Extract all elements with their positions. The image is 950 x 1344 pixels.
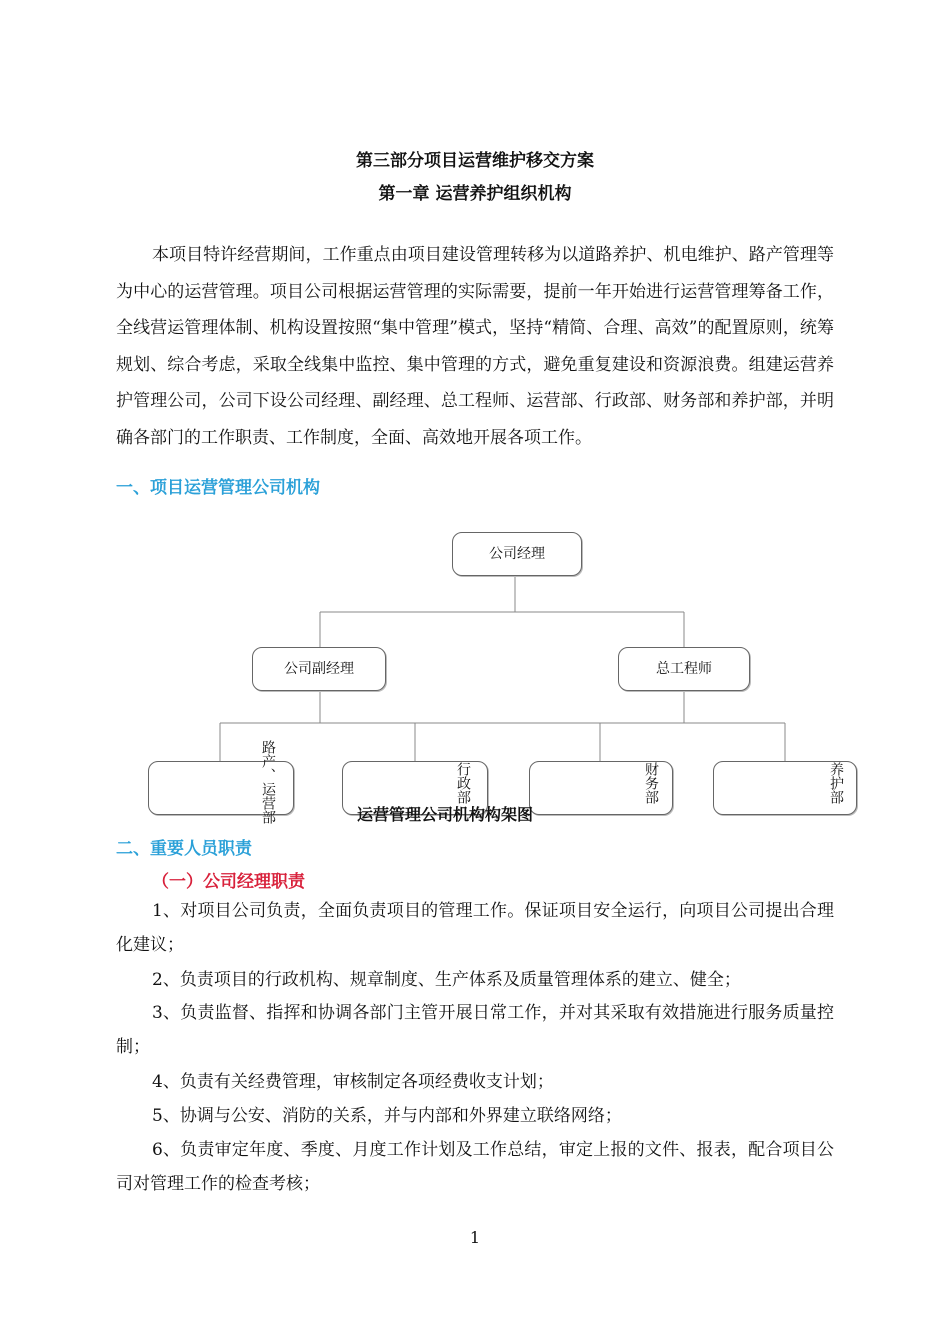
- page-number: 1: [469, 1228, 481, 1247]
- duty-item: 4、负责有关经费管理，审核制定各项经费收支计划；: [152, 1072, 554, 1092]
- org-chart-caption: 运营管理公司机构构架图: [357, 805, 534, 824]
- duty-item: 2、负责项目的行政机构、规章制度、生产体系及质量管理体系的建立、健全；: [152, 970, 741, 990]
- intro-paragraph: 本项目特许经营期间，工作重点由项目建设管理转移为以道路养护、机电维护、路产管理等为中心的运营管理。项目公司根据运营管理的实际需要，提前一年开始进行运营管理筹备工作，全线营运管理体制、机构设置按照“集中管理”模式，坚持“精简、合理、高效”的配置原则，统筹规划、综合考虑，采取全线集中监控、集中管理的方式，避免重复建设和资源浪费。组建运营养护管理公司，公司下设公司经理、副经理、总工程师、运营部、行政部、财务部和养护部，并明确各部门的工作职责、工作制度，全面、高效地开展各项工作。: [116, 245, 834, 448]
- org-box-chief-engineer: [618, 647, 750, 691]
- duty-item: 1、对项目公司负责，全面负责项目的管理工作。保证项目安全运行，向项目公司提出合理化建议；: [116, 901, 834, 955]
- duty-item: 3、负责监督、指挥和协调各部门主管开展日常工作，并对其采取有效措施进行服务质量控制；: [116, 1003, 834, 1057]
- org-box-deputy-manager: [252, 647, 386, 691]
- org-label-chief-engineer: 总工程师: [656, 661, 712, 677]
- org-label-deputy-manager: 公司副经理: [284, 661, 354, 677]
- subsection-heading-1: （一）公司经理职责: [152, 872, 305, 892]
- duty-item: 6、负责审定年度、季度、月度工作计划及工作总结，审定上报的文件、报表，配合项目公司对管理工作的检查考核；: [116, 1140, 834, 1194]
- org-label-dept-maintenance: 养护部: [828, 762, 844, 804]
- section-heading-1: 一、项目运营管理公司机构: [116, 478, 320, 498]
- org-box-general-manager: [452, 532, 582, 576]
- org-label-dept-admin: 行政部: [455, 762, 471, 804]
- org-label-dept-operations: 路产、运营部: [260, 740, 276, 824]
- chapter-title: 第一章 运营养护组织机构: [378, 184, 572, 204]
- org-label-general-manager: 公司经理: [489, 546, 545, 562]
- duty-item: 5、协调与公安、消防的关系，并与内部和外界建立联络网络；: [152, 1106, 622, 1126]
- document-title: 第三部分项目运营维护移交方案: [356, 151, 594, 171]
- org-label-dept-finance: 财务部: [643, 762, 659, 804]
- section-heading-2: 二、重要人员职责: [116, 839, 252, 859]
